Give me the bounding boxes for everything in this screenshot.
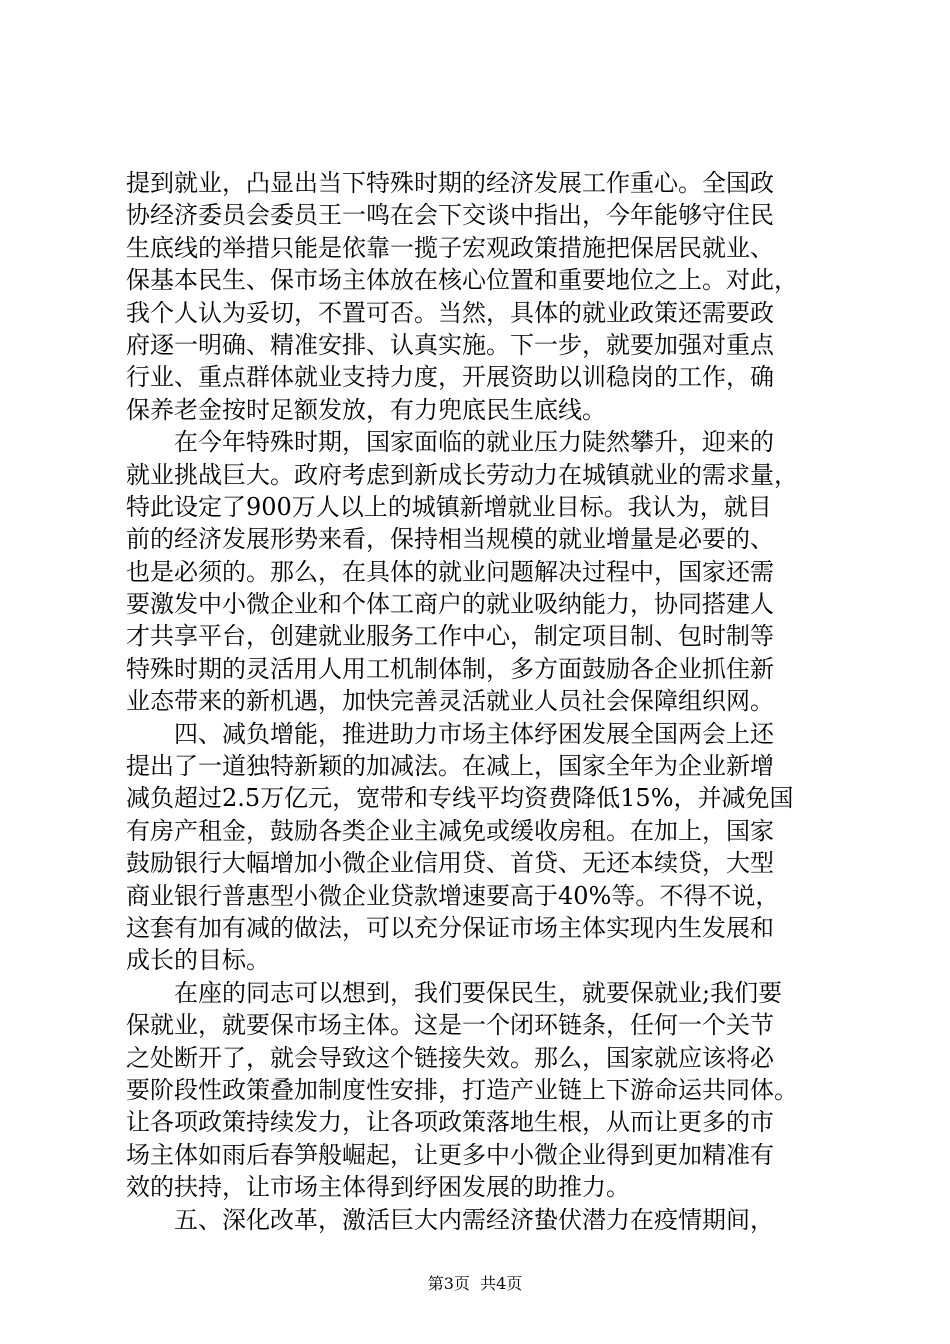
text-line: 效的扶持，让市场主体得到纾困发展的助推力。 (126, 1173, 630, 1202)
text-line: 商业银行普惠型小微企业贷款增速要高于40%等。不得不说， (126, 881, 780, 910)
text-line: 四、减负增能，推进助力市场主体纾困发展全国两会上还 (126, 719, 774, 748)
text-line: 协经济委员会委员王一鸣在会下交谈中指出，今年能够守住民 (126, 201, 774, 230)
text-line: 提到就业，凸显出当下特殊时期的经济发展工作重心。全国政 (126, 169, 774, 197)
text-line: 特此设定了900万人以上的城镇新增就业目标。我认为，就目 (126, 492, 772, 521)
text-line: 业态带来的新机遇，加快完善灵活就业人员社会保障组织网。 (126, 687, 774, 716)
text-line: 场主体如雨后春笋般崛起，让更多中小微企业得到更加精准有 (126, 1140, 774, 1169)
paragraph (126, 1204, 846, 1236)
text-line: 保就业，就要保市场主体。这是一个闭环链条，任何一个关节 (126, 1011, 774, 1040)
text-line: 五、深化改革，激活巨大内需经济蛰伏潜力在疫情期间， (126, 1205, 774, 1234)
paragraph (126, 167, 846, 426)
text-line: 也是必须的。那么，在具体的就业问题解决过程中，国家还需 (126, 557, 774, 586)
text-line: 前的经济发展形势来看，保持相当规模的就业增量是必要的、 (126, 525, 774, 554)
paragraph (126, 977, 846, 1204)
text-line: 在今年特殊时期，国家面临的就业压力陡然攀升，迎来的 (126, 428, 774, 457)
text-line: 特殊时期的灵活用人用工机制体制，多方面鼓励各企业抓住新 (126, 654, 774, 683)
text-line: 保基本民生、保市场主体放在核心位置和重要地位之上。对此， (126, 266, 798, 295)
text-line: 有房产租金，鼓励各类企业主减免或缓收房租。在加上，国家 (126, 816, 774, 845)
text-line: 就业挑战巨大。政府考虑到新成长劳动力在城镇就业的需求量， (126, 460, 798, 489)
text-line: 才共享平台，创建就业服务工作中心，制定项目制、包时制等 (126, 622, 774, 651)
text-line: 减负超过2.5万亿元，宽带和专线平均资费降低15%，并减免国 (126, 784, 794, 813)
paragraph (126, 426, 846, 718)
text-line: 成长的目标。 (126, 946, 270, 975)
page-footer: 第3页 共4页 (427, 1274, 523, 1293)
text-line: 我个人认为妥切，不置可否。当然，具体的就业政策还需要政 (126, 298, 774, 327)
text-line: 府逐一明确、精准安排、认真实施。下一步，就要加强对重点 (126, 330, 774, 359)
text-line: 这套有加有减的做法，可以充分保证市场主体实现内生发展和 (126, 913, 774, 942)
text-line: 行业、重点群体就业支持力度，开展资助以训稳岗的工作，确 (126, 363, 774, 392)
text-line: 之处断开了，就会导致这个链接失效。那么，国家就应该将必 (126, 1043, 774, 1072)
text-line: 保养老金按时足额发放，有力兜底民生底线。 (126, 395, 606, 424)
paragraph (126, 718, 846, 977)
text-line: 提出了一道独特新颖的加减法。在减上，国家全年为企业新增 (126, 752, 774, 781)
text-line: 在座的同志可以想到，我们要保民生，就要保就业;我们要 (126, 978, 783, 1007)
text-line: 要激发中小微企业和个体工商户的就业吸纳能力，协同搭建人 (126, 590, 774, 619)
text-line: 生底线的举措只能是依靠一揽子宏观政策措施把保居民就业、 (126, 233, 774, 262)
text-line: 鼓励银行大幅增加小微企业信用贷、首贷、无还本续贷，大型 (126, 849, 774, 878)
text-line: 要阶段性政策叠加制度性安排，打造产业链上下游命运共同体。 (126, 1075, 798, 1104)
document-body (126, 167, 846, 1236)
text-line: 让各项政策持续发力，让各项政策落地生根，从而让更多的市 (126, 1108, 774, 1137)
